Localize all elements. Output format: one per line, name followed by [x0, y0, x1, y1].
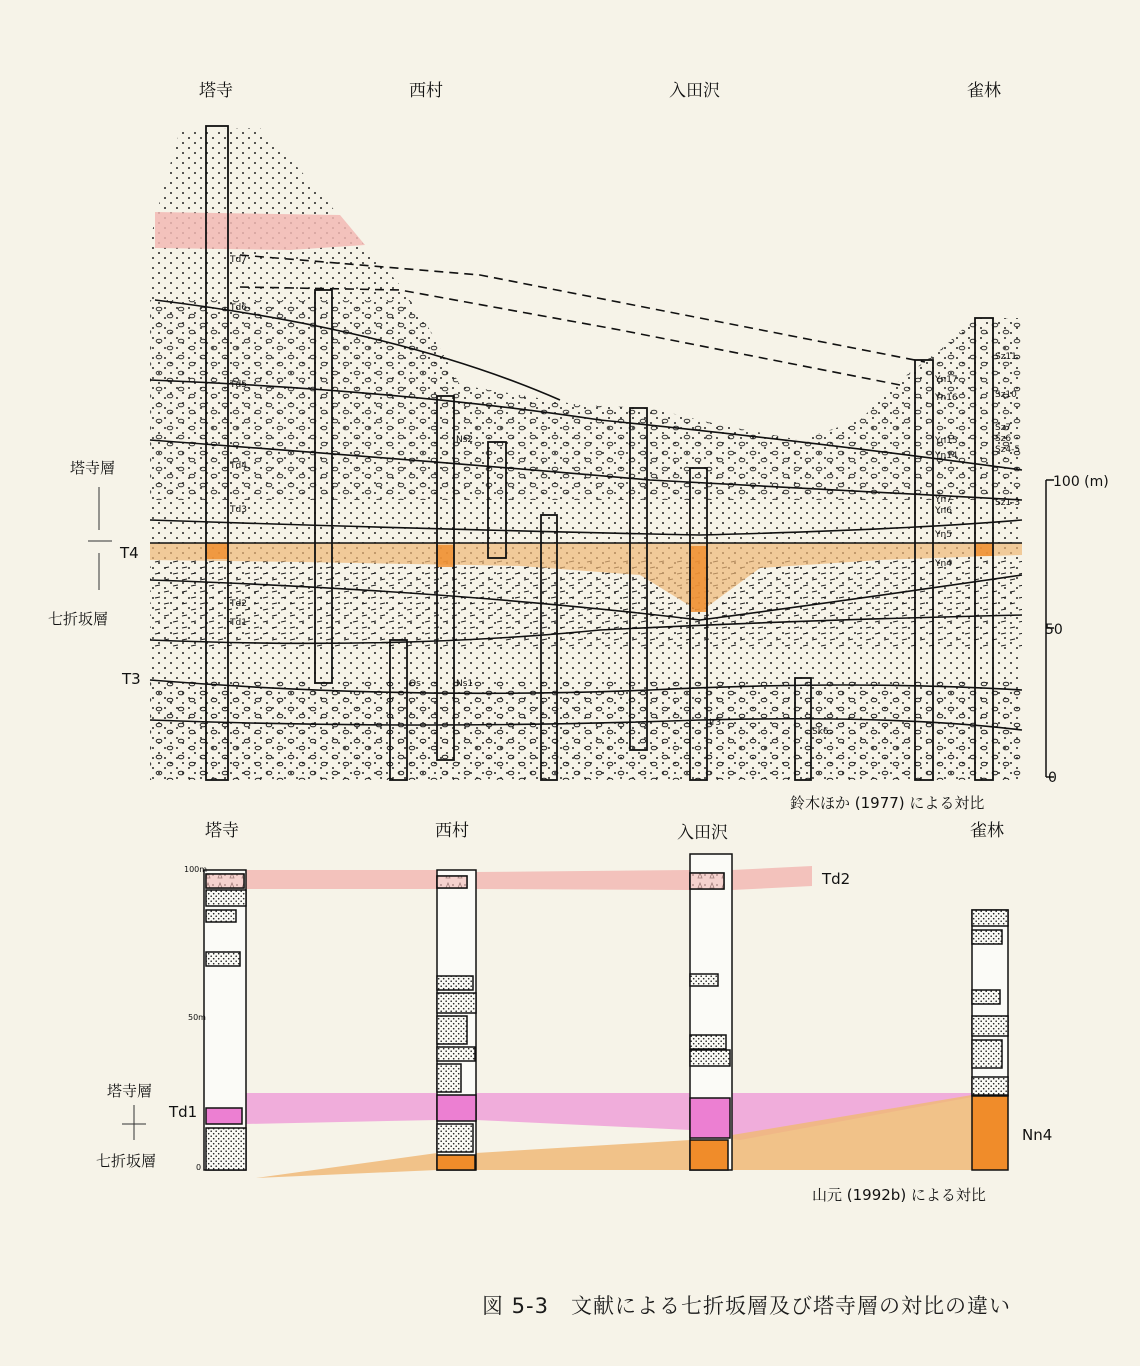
- top-source-note: 鈴木ほか (1977) による対比: [790, 794, 985, 812]
- bed-label-td7: Td7: [230, 255, 247, 265]
- t4-highlight-suzumi: [975, 543, 993, 556]
- bed-label-yn17: Yn17: [935, 375, 958, 385]
- t4-highlight-nishimura: [437, 545, 454, 567]
- bottom-col-nishimura: 西村: [435, 821, 469, 841]
- bottom-column-headings: [205, 821, 1004, 843]
- label-td2: Td2: [822, 870, 851, 888]
- bed-label-os: Os: [409, 679, 421, 689]
- top-label-nanaori-formation: 七折坂層: [48, 610, 109, 628]
- bed-label-ns1: Ns1: [456, 679, 474, 689]
- bed-label-td4: Td4: [230, 461, 247, 471]
- scale-tick-50: 50: [1045, 622, 1063, 638]
- tera-td1-bed: [206, 1108, 242, 1124]
- label-td1: Td1: [169, 1103, 198, 1121]
- top-label-t4: T4: [120, 544, 139, 562]
- bed-label-yn7: Yn7: [935, 495, 952, 505]
- bottom-scale-50: 50m: [188, 1013, 206, 1022]
- nishimura-td1-bed: [437, 1095, 476, 1121]
- bed-label-sz10: Sz10: [995, 390, 1017, 400]
- top-formation-labels: [48, 459, 141, 688]
- bed-label-td2: Td2: [230, 599, 247, 609]
- bottom-col-irita: 入田沢: [677, 823, 728, 843]
- bottom-label-nanaori-formation: 七折坂層: [96, 1152, 157, 1170]
- top-col-suzumi: 雀林: [967, 81, 1001, 101]
- top-col-nishimura: 西村: [409, 81, 443, 101]
- t4-highlight-tera: [206, 543, 228, 559]
- suzumi-nn4-bed: [972, 1096, 1008, 1170]
- bottom-source-note: 山元 (1992b) による対比: [812, 1186, 986, 1204]
- scale-tick-0: 0: [1048, 770, 1057, 786]
- bed-label-sz1-3: Sz1-3: [995, 498, 1021, 508]
- figure-caption: [482, 1290, 1033, 1320]
- pink-tuff-band: [155, 212, 365, 250]
- bed-label-td3: Td3: [230, 505, 247, 515]
- t4-highlight-irita: [690, 546, 707, 612]
- bed-label-yn5: Yn5: [935, 530, 952, 540]
- bed-label-ns2: Ns2: [456, 435, 474, 445]
- bottom-scale-100: 100m: [184, 865, 208, 874]
- bed-label-sz7: Sz7: [995, 423, 1012, 433]
- bottom-col-tera: 塔寺: [205, 821, 239, 841]
- bed-label-ir3: Ir3: [709, 718, 722, 728]
- top-col-irita: 入田沢: [669, 81, 720, 101]
- bed-label-sz6: Sz6: [995, 434, 1012, 444]
- top-scale-bar: [1045, 474, 1109, 786]
- bed-label-td1: Td1: [230, 618, 247, 628]
- bed-label-yn15: Yn15: [935, 436, 958, 446]
- bed-label-yn6: Yn6: [935, 506, 952, 516]
- top-label-tera-formation: 塔寺層: [70, 459, 116, 477]
- irita-td1-bed: [690, 1098, 730, 1138]
- bottom-col-suzumi: 雀林: [970, 821, 1004, 841]
- bed-label-sz4-5: Sz4-5: [995, 445, 1021, 455]
- conglomerate-fill: [150, 300, 1022, 500]
- caption-title: 文献による七折坂層及び塔寺層の対比の違い: [570, 1294, 1011, 1318]
- top-cross-section: [150, 126, 1022, 780]
- bed-label-yn16: Yn16: [935, 393, 958, 403]
- top-label-t3: T3: [122, 670, 141, 688]
- bottom-scale-0: 0: [196, 1163, 202, 1172]
- bottom-label-tera-formation: 塔寺層: [107, 1082, 153, 1100]
- label-nn4: Nn4: [1022, 1126, 1053, 1144]
- top-col-tera: 塔寺: [199, 81, 233, 101]
- scale-tick-100: 100 (m): [1053, 474, 1109, 490]
- caption-number: 図 5-3: [482, 1294, 549, 1318]
- bottom-formation-labels: [96, 1082, 156, 1170]
- bed-label-td5: Td5: [230, 380, 247, 390]
- bottom-correlation-bands: [246, 866, 972, 1178]
- bed-label-td6: Td6: [230, 303, 247, 313]
- bed-label-yn14: Yn14: [935, 451, 958, 461]
- bed-label-sz11: Sz11: [995, 352, 1017, 362]
- bed-label-sk6: Sk6: [812, 727, 829, 737]
- bed-label-yn4: Yn4: [935, 559, 952, 569]
- top-column-headings: [199, 81, 1001, 101]
